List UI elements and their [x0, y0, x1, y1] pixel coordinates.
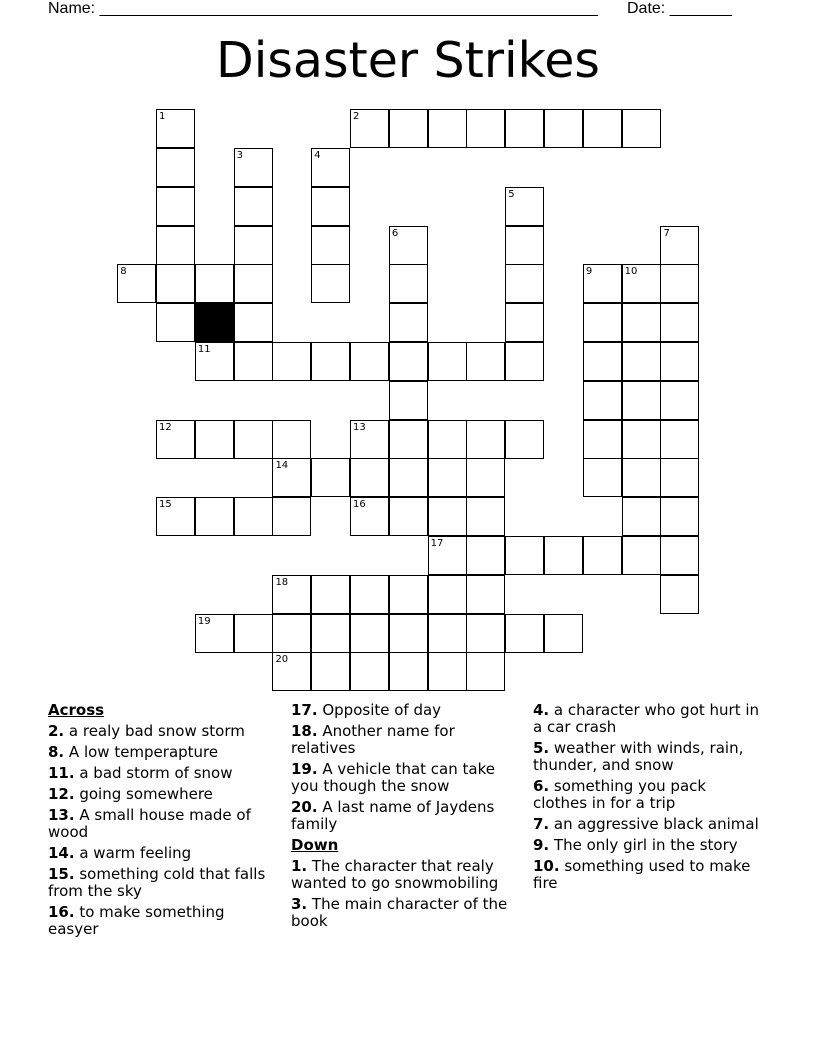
clue — [48, 765, 276, 782]
clue — [48, 723, 276, 740]
down-heading: Down — [291, 836, 339, 854]
grid-cell[interactable] — [117, 264, 156, 303]
grid-cell[interactable] — [156, 109, 195, 148]
cell-number: 17 — [430, 538, 444, 550]
grid-cell[interactable] — [389, 458, 428, 497]
grid-cell[interactable] — [350, 497, 389, 536]
clue-text: A small house made of wood — [48, 806, 251, 841]
grid-cell[interactable] — [156, 497, 195, 536]
grid-cell[interactable] — [156, 303, 195, 342]
grid-cell[interactable] — [311, 148, 350, 187]
grid-cell[interactable] — [660, 497, 699, 536]
grid-cell[interactable] — [660, 420, 699, 459]
grid-cell[interactable] — [389, 381, 428, 420]
grid-cell[interactable] — [428, 575, 467, 614]
clue-number: 14. — [48, 844, 75, 862]
grid-cell[interactable] — [583, 381, 622, 420]
grid-cell[interactable] — [389, 303, 428, 342]
cell-number: 14 — [275, 460, 289, 472]
grid-cell[interactable] — [389, 420, 428, 459]
grid-cell[interactable] — [389, 652, 428, 691]
clue — [533, 778, 761, 812]
grid-cell[interactable] — [505, 303, 544, 342]
cell-number: 12 — [159, 421, 172, 433]
grid-cell[interactable] — [466, 109, 505, 148]
grid-cell[interactable] — [505, 614, 544, 653]
grid-cell[interactable] — [311, 264, 350, 303]
grid-cell[interactable] — [660, 226, 699, 265]
clue-number: 4. — [533, 701, 550, 719]
grid-cell[interactable] — [311, 575, 350, 614]
clue — [291, 702, 519, 719]
grid-cell[interactable] — [311, 187, 350, 226]
grid-cell[interactable] — [583, 536, 622, 575]
grid-cell[interactable] — [544, 109, 583, 148]
grid-cell[interactable] — [505, 187, 544, 226]
grid-cell[interactable] — [660, 381, 699, 420]
grid-cell[interactable] — [466, 420, 505, 459]
grid-cell[interactable] — [195, 420, 234, 459]
clue-text: a character who got hurt in a car crash — [533, 701, 760, 736]
grid-cell[interactable] — [622, 381, 661, 420]
grid-cell[interactable] — [350, 109, 389, 148]
grid-cell[interactable] — [234, 614, 273, 653]
grid-cell[interactable] — [350, 342, 389, 381]
clue-number: 1. — [291, 857, 308, 875]
page-title: Disaster Strikes — [216, 32, 600, 89]
grid-cell[interactable] — [660, 536, 699, 575]
clue-text: something you pack clothes in for a trip — [533, 777, 707, 812]
grid-cell[interactable] — [272, 458, 311, 497]
clue-number: 3. — [291, 895, 308, 913]
grid-cell[interactable] — [195, 614, 234, 653]
grid-cell[interactable] — [466, 575, 505, 614]
grid-cell[interactable] — [234, 303, 273, 342]
clue-number: 13. — [48, 806, 75, 824]
grid-cell[interactable] — [350, 575, 389, 614]
grid-cell[interactable] — [583, 342, 622, 381]
cell-number: 11 — [197, 344, 211, 356]
clue-number: 11. — [48, 764, 75, 782]
clue-text: Another name for relatives — [291, 722, 455, 757]
grid-cell[interactable] — [660, 342, 699, 381]
clue-number: 10. — [533, 857, 560, 875]
cell-number: 10 — [624, 266, 638, 278]
clue-number: 20. — [291, 798, 318, 816]
date-field: Date: _______ — [627, 0, 732, 17]
clue-number: 16. — [48, 903, 75, 921]
grid-cell[interactable] — [389, 264, 428, 303]
grid-cell[interactable] — [583, 109, 622, 148]
clue — [48, 744, 276, 761]
clue — [291, 799, 519, 833]
grid-cell[interactable] — [583, 303, 622, 342]
grid-cell[interactable] — [660, 303, 699, 342]
clue-number: 8. — [48, 743, 65, 761]
clue — [291, 858, 519, 892]
grid-cell[interactable] — [234, 148, 273, 187]
clue — [48, 786, 276, 803]
grid-cell[interactable] — [195, 342, 234, 381]
grid-cell[interactable] — [505, 342, 544, 381]
clue — [291, 896, 519, 930]
cell-number: 13 — [353, 421, 366, 433]
clue — [533, 702, 761, 736]
grid-cell[interactable] — [544, 614, 583, 653]
cell-number: 9 — [585, 266, 593, 278]
clues-column-1 — [48, 702, 276, 942]
clues-column-3 — [533, 702, 761, 896]
cell-number: 8 — [120, 266, 127, 278]
grid-cell[interactable] — [272, 342, 311, 381]
grid-cell[interactable] — [272, 575, 311, 614]
grid-cell[interactable] — [389, 342, 428, 381]
grid-cell[interactable] — [428, 652, 467, 691]
grid-cell[interactable] — [466, 614, 505, 653]
clue-text: The main character of the book — [291, 895, 508, 930]
grid-cell[interactable] — [505, 536, 544, 575]
grid-cell[interactable] — [195, 497, 234, 536]
clue-text: A last name of Jaydens family — [291, 798, 495, 833]
clue-number: 5. — [533, 739, 550, 757]
grid-cell[interactable] — [428, 342, 467, 381]
across-heading: Across — [48, 701, 105, 719]
grid-cell[interactable] — [622, 497, 661, 536]
grid-cell[interactable] — [234, 187, 273, 226]
grid-cell[interactable] — [583, 458, 622, 497]
grid-cell[interactable] — [234, 420, 273, 459]
grid-cell[interactable] — [622, 342, 661, 381]
grid-cell[interactable] — [311, 614, 350, 653]
grid-cell[interactable] — [156, 264, 195, 303]
grid-cell[interactable] — [389, 614, 428, 653]
grid-cell[interactable] — [622, 420, 661, 459]
black-cell — [195, 303, 234, 342]
clue-text: a bad storm of snow — [74, 764, 233, 782]
clue — [48, 866, 276, 900]
grid-cell[interactable] — [544, 536, 583, 575]
grid-cell[interactable] — [428, 458, 467, 497]
grid-cell[interactable] — [311, 226, 350, 265]
clue-text: something used to make fire — [533, 857, 751, 892]
grid-cell[interactable] — [272, 614, 311, 653]
grid-cell[interactable] — [466, 458, 505, 497]
clue — [533, 740, 761, 774]
grid-cell[interactable] — [660, 575, 699, 614]
clue-text: going somewhere — [74, 785, 213, 803]
grid-cell[interactable] — [428, 420, 467, 459]
grid-cell[interactable] — [466, 497, 505, 536]
clue-text: something cold that falls from the sky — [48, 865, 266, 900]
clue-number: 17. — [291, 701, 318, 719]
grid-cell[interactable] — [428, 109, 467, 148]
grid-cell[interactable] — [466, 652, 505, 691]
clue-text: The only girl in the story — [549, 836, 738, 854]
grid-cell[interactable] — [389, 575, 428, 614]
clue — [533, 837, 761, 854]
grid-cell[interactable] — [505, 109, 544, 148]
clue-text: A low temperapture — [64, 743, 219, 761]
cell-number: 7 — [663, 227, 670, 239]
grid-cell[interactable] — [234, 342, 273, 381]
grid-cell[interactable] — [195, 264, 234, 303]
grid-cell[interactable] — [428, 536, 467, 575]
grid-cell[interactable] — [505, 264, 544, 303]
cell-number: 6 — [391, 227, 399, 239]
grid-cell[interactable] — [156, 148, 195, 187]
grid-cell[interactable] — [156, 226, 195, 265]
grid-cell[interactable] — [234, 264, 273, 303]
clue-number: 12. — [48, 785, 75, 803]
grid-cell[interactable] — [505, 420, 544, 459]
clue — [291, 761, 519, 795]
clue-text: to make something easyer — [48, 903, 225, 938]
grid-cell[interactable] — [234, 497, 273, 536]
grid-cell[interactable] — [583, 420, 622, 459]
grid-cell[interactable] — [660, 458, 699, 497]
grid-cell[interactable] — [272, 652, 311, 691]
cell-number: 19 — [197, 615, 211, 627]
cell-number: 1 — [159, 111, 166, 123]
cell-number: 2 — [353, 111, 360, 123]
grid-cell[interactable] — [389, 497, 428, 536]
name-field: Name: ________________________________________________________ — [48, 0, 598, 17]
grid-cell[interactable] — [311, 458, 350, 497]
clue-number: 18. — [291, 722, 318, 740]
grid-cell[interactable] — [622, 536, 661, 575]
cell-number: 18 — [275, 576, 289, 588]
clue-text: an aggressive black animal — [549, 815, 759, 833]
grid-cell[interactable] — [311, 652, 350, 691]
grid-cell[interactable] — [428, 614, 467, 653]
clue-text: weather with winds, rain, thunder, and snow — [533, 739, 744, 774]
cell-number: 3 — [236, 150, 244, 162]
grid-cell[interactable] — [350, 420, 389, 459]
grid-cell[interactable] — [156, 187, 195, 226]
grid-cell[interactable] — [389, 109, 428, 148]
clue-text: The character that realy wanted to go snowmobiling — [291, 857, 499, 892]
grid-cell[interactable] — [622, 264, 661, 303]
clue — [48, 807, 276, 841]
grid-cell[interactable] — [389, 226, 428, 265]
clue-number: 19. — [291, 760, 318, 778]
clue-number: 15. — [48, 865, 75, 883]
clue-text: a realy bad snow storm — [64, 722, 245, 740]
grid-cell[interactable] — [428, 497, 467, 536]
grid-cell[interactable] — [622, 303, 661, 342]
grid-cell[interactable] — [311, 342, 350, 381]
cell-number: 15 — [159, 499, 172, 511]
grid-cell[interactable] — [350, 458, 389, 497]
grid-cell[interactable] — [156, 420, 195, 459]
clue — [291, 723, 519, 757]
cell-number: 20 — [275, 654, 289, 666]
clue-text: a warm feeling — [74, 844, 192, 862]
grid-cell[interactable] — [350, 614, 389, 653]
clue-text: Opposite of day — [317, 701, 442, 719]
grid-cell[interactable] — [234, 226, 273, 265]
grid-cell[interactable] — [272, 420, 311, 459]
clue-number: 7. — [533, 815, 550, 833]
grid-cell[interactable] — [350, 652, 389, 691]
grid-cell[interactable] — [622, 109, 661, 148]
cell-number: 5 — [508, 188, 515, 200]
grid-cell[interactable] — [505, 226, 544, 265]
grid-cell[interactable] — [622, 458, 661, 497]
clues-column-2 — [291, 702, 519, 934]
cell-number: 4 — [314, 150, 321, 162]
clue — [533, 858, 761, 892]
clue — [48, 904, 276, 938]
grid-cell[interactable] — [583, 264, 622, 303]
grid-cell[interactable] — [466, 342, 505, 381]
clue-number: 6. — [533, 777, 550, 795]
clue-number: 2. — [48, 722, 65, 740]
clue-text: A vehicle that can take you though the snow — [291, 760, 495, 795]
clue — [533, 816, 761, 833]
clue-number: 9. — [533, 836, 550, 854]
grid-cell[interactable] — [466, 536, 505, 575]
cell-number: 16 — [353, 499, 366, 511]
clue — [48, 845, 276, 862]
grid-cell[interactable] — [660, 264, 699, 303]
grid-cell[interactable] — [272, 497, 311, 536]
